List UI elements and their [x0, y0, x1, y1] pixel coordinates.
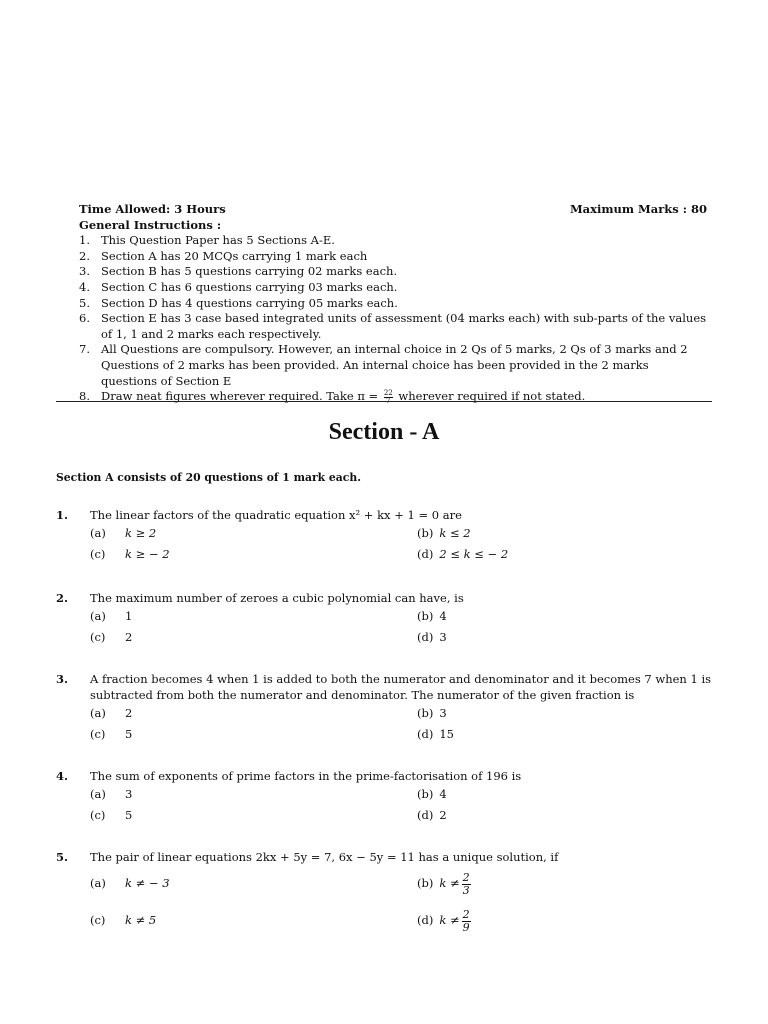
option-d [417, 727, 454, 743]
fraction [462, 909, 471, 934]
options [90, 785, 712, 827]
question-4 [56, 769, 712, 827]
option-value: k ≤ 2 [439, 526, 471, 541]
pi-fraction [384, 390, 393, 405]
option-label: (d) [417, 547, 434, 562]
maximum-marks: Maximum Marks : 80 [569, 202, 707, 216]
instruction-item [79, 249, 707, 265]
option-value: k ≠ 5 [125, 913, 157, 928]
question-number: 3. [56, 672, 69, 686]
fraction-denominator: 9 [462, 920, 470, 934]
option-label: (a) [90, 876, 106, 891]
instruction-number: 6. [79, 311, 90, 326]
instruction-number: 3. [79, 264, 90, 279]
question-number: 4. [56, 769, 69, 783]
question-text: A fraction becomes 4 when 1 is added to both the numerator and denominator and it becomes 7 when 1 is subtracted from both the numerator and denominator. The numerator of the given fraction is [90, 672, 712, 702]
divider [56, 401, 712, 402]
question-text: The sum of exponents of prime factors in the prime-factorisation of 196 is [90, 769, 522, 783]
option-value: k ≥ − 2 [125, 547, 170, 562]
option-d [417, 808, 447, 824]
option-label: (a) [90, 705, 106, 720]
option-label: (a) [90, 609, 106, 624]
option-b [417, 706, 447, 722]
option-value: k ≥ 2 [125, 526, 157, 541]
question-2 [56, 591, 712, 649]
question-text: The linear factors of the quadratic equation x² + kx + 1 = 0 are [90, 508, 462, 522]
option-label: (c) [90, 630, 106, 645]
fraction-numerator: 2 [462, 870, 470, 884]
instruction-item [79, 311, 707, 342]
option-value: k ≠ [439, 876, 460, 891]
option-d [417, 630, 447, 646]
option-a [90, 706, 417, 722]
question-3 [56, 672, 712, 745]
pi-denominator: 7 [386, 396, 391, 405]
option-label: (b) [417, 705, 434, 720]
option-c [90, 727, 417, 743]
option-b [417, 872, 471, 897]
option-label: (a) [90, 526, 106, 541]
option-value: k ≠ − 3 [125, 876, 170, 891]
option-a [90, 609, 417, 625]
instruction-text: This Question Paper has 5 Sections A-E. [101, 233, 335, 248]
instruction-item [79, 296, 707, 312]
option-value: 4 [439, 609, 447, 624]
option-d [417, 909, 471, 934]
option-c [90, 913, 417, 929]
instruction-text: Section A has 20 MCQs carrying 1 mark each [101, 248, 368, 263]
instruction-text-end: wherever required if not stated. [394, 389, 586, 404]
question-number: 2. [56, 591, 69, 605]
option-label: (c) [90, 913, 106, 928]
question-1 [56, 508, 712, 566]
question-number: 5. [56, 850, 69, 864]
option-value: 3 [439, 630, 447, 645]
option-label: (b) [417, 526, 434, 541]
instruction-text: Section B has 5 questions carrying 02 marks each. [101, 264, 398, 279]
general-instructions-heading: General Instructions : [79, 217, 222, 232]
instruction-number: 5. [79, 295, 90, 310]
option-value: 2 [439, 808, 447, 823]
instruction-number: 1. [79, 233, 90, 248]
option-d [417, 547, 508, 563]
option-label: (b) [417, 787, 434, 802]
option-value: 3 [439, 705, 447, 720]
instruction-text: Section D has 4 questions carrying 05 marks each. [101, 295, 398, 310]
option-value: 2 [125, 630, 133, 645]
instruction-number: 8. [79, 389, 90, 404]
option-value: 1 [125, 609, 133, 624]
option-value: 3 [125, 787, 133, 802]
option-label: (d) [417, 630, 434, 645]
option-b [417, 787, 447, 803]
option-label: (d) [417, 808, 434, 823]
question-text: The pair of linear equations 2kx + 5y = 7, 6x − 5y = 11 has a unique solution, if [90, 850, 559, 864]
option-label: (c) [90, 726, 106, 741]
option-value: 2 [125, 705, 133, 720]
options [90, 607, 712, 649]
instruction-number: 4. [79, 279, 90, 294]
option-label: (a) [90, 787, 106, 802]
option-a [90, 876, 417, 892]
instruction-text: All Questions are compulsory. However, an internal choice in 2 Qs of 5 marks, 2 Qs of 3 marks and 2 Questions of 2 marks has been provided. An internal choice has been provided in the 2 marks questions of Section E [101, 342, 688, 388]
pi-numerator: 22 [383, 388, 393, 397]
instruction-item [79, 264, 707, 280]
question-number: 1. [56, 508, 69, 522]
option-value: 4 [439, 787, 447, 802]
option-label: (d) [417, 726, 434, 741]
options [90, 703, 712, 745]
option-label: (b) [417, 876, 434, 891]
instruction-item [79, 342, 707, 389]
fraction [462, 872, 471, 897]
option-c [90, 808, 417, 824]
exam-header [79, 202, 707, 405]
section-note: Section A consists of 20 questions of 1 mark each. [56, 471, 361, 484]
option-label: (b) [417, 609, 434, 624]
options [90, 866, 712, 940]
option-c [90, 547, 417, 563]
question-5 [56, 850, 712, 940]
option-value: 5 [125, 726, 133, 741]
option-value: k ≠ [439, 913, 460, 928]
option-value: 2 ≤ k ≤ − 2 [439, 547, 509, 562]
option-b [417, 609, 447, 625]
option-a [90, 526, 417, 542]
fraction-denominator: 3 [462, 883, 470, 897]
instruction-item [79, 233, 707, 249]
question-text: The maximum number of zeroes a cubic polynomial can have, is [90, 591, 464, 605]
option-label: (c) [90, 547, 106, 562]
option-value: 5 [125, 808, 133, 823]
option-c [90, 630, 417, 646]
option-b [417, 526, 471, 542]
instruction-item [79, 280, 707, 296]
option-label: (d) [417, 913, 434, 928]
instruction-number: 2. [79, 248, 90, 263]
instruction-text-start: Draw neat figures wherever required. Take π = [101, 389, 382, 404]
fraction-numerator: 2 [462, 907, 470, 921]
instruction-text: Section E has 3 case based integrated units of assessment (04 marks each) with sub-parts of the values of 1, 1 and 2 marks each respectively. [101, 311, 707, 341]
instruction-text: Section C has 6 questions carrying 03 marks each. [101, 279, 398, 294]
options [90, 524, 712, 566]
option-label: (c) [90, 808, 106, 823]
time-allowed: Time Allowed: 3 Hours [79, 202, 226, 216]
instruction-item [79, 389, 707, 405]
option-value: 15 [439, 726, 454, 741]
option-a [90, 787, 417, 803]
instruction-number: 7. [79, 342, 90, 357]
instruction-text [101, 389, 707, 405]
section-title: Section - A [328, 419, 440, 445]
